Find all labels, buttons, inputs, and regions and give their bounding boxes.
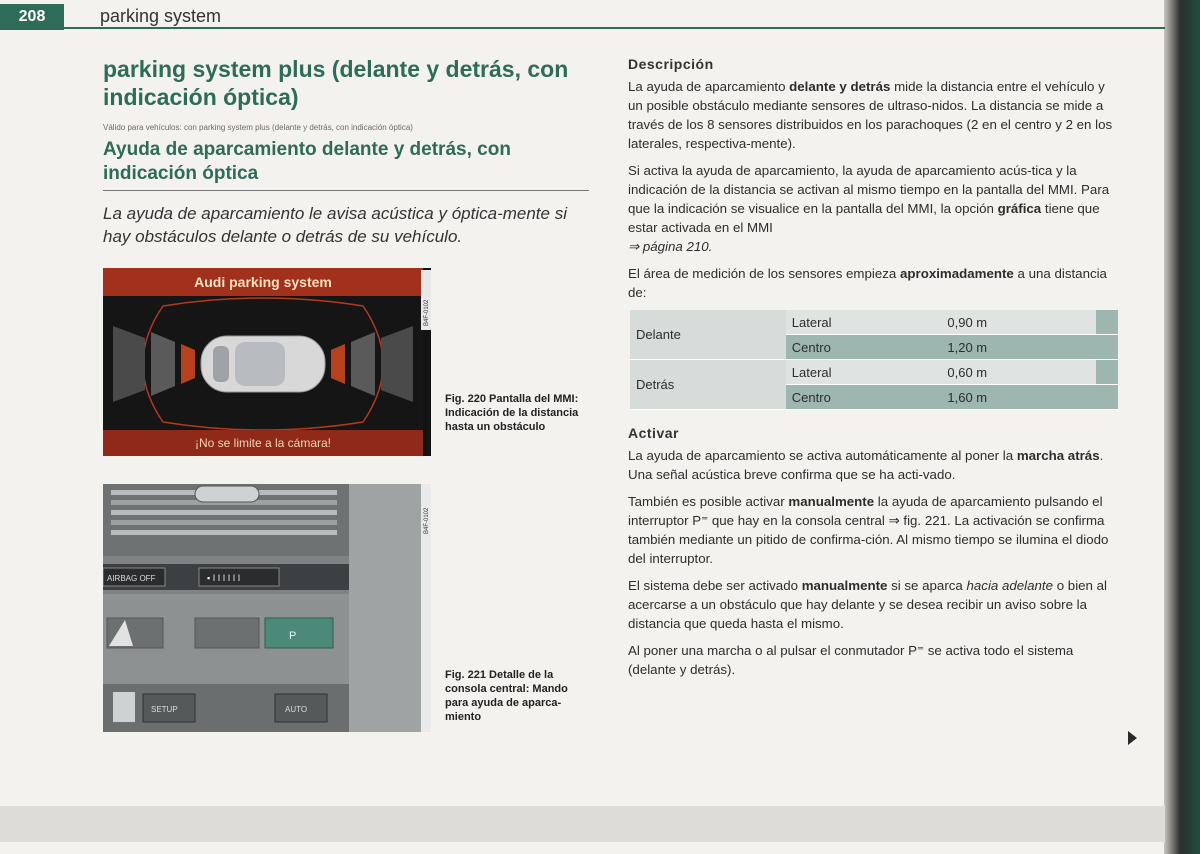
distance-cell: 0,60 m: [941, 360, 1096, 385]
validity-note: Válido para vehículos: con parking system plus (delante y detrás, con indicación óptica): [103, 123, 413, 132]
intro-text: La ayuda de aparcamiento le avisa acústica y óptica-mente si hay obstáculos delante o detrás de su vehículo.: [103, 204, 567, 246]
page-header: [0, 0, 1165, 30]
continue-arrow-icon: [1128, 731, 1137, 745]
page-reference-link[interactable]: ⇒ página 210.: [628, 239, 713, 254]
description-paragraph-3: El área de medición de los sensores empieza aproximadamente a una distancia de:: [628, 266, 1107, 300]
svg-text:AUTO: AUTO: [285, 705, 308, 714]
console-button-blank: [195, 618, 259, 648]
svg-text:SETUP: SETUP: [151, 705, 178, 714]
zone-cell: Detrás: [630, 360, 786, 410]
position-cell: Centro: [786, 385, 942, 410]
figure-ref-code: B4F-0102: [424, 507, 430, 534]
right-column: [628, 55, 1120, 687]
activate-paragraph-2: También es posible activar manualmente la ayuda de aparcamiento pulsando el interruptor P⁼ que hay en la consola central ⇒ fig. 221. La activación se confirma también mediante un pitido de confirma-ción. Al mismo tiempo se ilumina el diodo del interruptor.: [628, 494, 1109, 566]
activate-paragraph-1: La ayuda de aparcamiento se activa automáticamente al poner la marcha atrás. Una señal acústica breve confirma que se ha acti-vado.: [628, 448, 1104, 482]
position-cell: Lateral: [786, 310, 942, 335]
parking-aid-icon: P: [289, 630, 297, 642]
description-paragraph-2: Si activa la ayuda de aparcamiento, la ayuda de aparcamiento acús-tica y la indicación de la distancia se activan al mismo tiempo en la pantalla del MMI. Para que la indicación se visualice en la pantalla del MMI, la opción gráfica tiene que estar activada en el MMI ⇒ página 210.: [628, 163, 1110, 254]
figure-221-console: [103, 484, 431, 732]
front-sensor-segment-inner: [351, 332, 375, 396]
mmi-screen-title: Audi parking system: [103, 268, 423, 296]
header-rule: [64, 27, 1165, 29]
activate-paragraph-4: Al poner una marcha o al pulsar el conmutador P⁼ se activa todo el sistema (delante y detrás).: [628, 643, 1074, 677]
parking-distance-graphic: [103, 296, 423, 432]
sensor-range-table: [630, 310, 1118, 410]
rear-sensor-segment-left: [113, 326, 145, 402]
position-cell: Lateral: [786, 360, 942, 385]
subsection-title: Ayuda de aparcamiento delante y detrás, con indicación óptica: [103, 138, 589, 191]
distance-cell: 0,90 m: [941, 310, 1096, 335]
distance-cell: 1,60 m: [941, 385, 1096, 410]
car-rear-window: [213, 346, 229, 382]
description-paragraph-1: La ayuda de aparcamiento delante y detrás mide la distancia entre el vehículo y un posible obstáculo mediante sensores de ultraso-nidos. La distancia se mide a través de los 8 sensores distribuidos en los parachoques (2 en el centro y 2 en los laterales, respectiva-mente).: [628, 79, 1113, 151]
airbag-indicator: ▪ I I I I I I: [207, 573, 241, 583]
description-heading: Descripción: [628, 56, 714, 72]
left-column: [103, 55, 589, 248]
bottom-band: [0, 806, 1165, 842]
activate-paragraph-3: El sistema debe ser activado manualmente si se aparca hacia adelante o bien al acercarse a un obstáculo que hay delante y se desea recibir un aviso sobre la distancia que queda hasta el mismo.: [628, 578, 1107, 631]
front-sensor-segment-right: [381, 326, 413, 402]
rear-sensor-segment-inner: [151, 332, 175, 396]
figure-221-caption: Fig. 221 Detalle de la consola central: Mando para ayuda de aparca-miento: [445, 669, 568, 723]
activate-heading: Activar: [628, 425, 679, 441]
position-cell: Centro: [786, 335, 942, 360]
running-head: parking system: [100, 6, 222, 26]
svg-text:B4F-0102: B4F-0102: [424, 299, 430, 326]
table-row: [630, 310, 1118, 335]
page-number: 208: [0, 4, 64, 30]
figure-ref-code: [421, 270, 431, 330]
section-title: parking system plus (delante y detrás, con indicación óptica): [103, 56, 569, 110]
distance-cell: 1,20 m: [941, 335, 1096, 360]
zone-cell: Delante: [630, 310, 786, 360]
vent-adjuster: [195, 486, 259, 502]
car-roof: [235, 342, 285, 386]
center-console-photo: [103, 484, 431, 732]
front-sensor-active: [331, 344, 345, 384]
figure-220-caption: Fig. 220 Pantalla del MMI: Indicación de la distancia hasta un obstáculo: [445, 393, 579, 433]
parking-aid-button: [265, 618, 333, 648]
table-row: [630, 360, 1118, 385]
page-edge-strip: [1164, 0, 1200, 854]
airbag-off-label: AIRBAG OFF: [107, 574, 156, 583]
rear-sensor-active: [181, 344, 195, 384]
mmi-warning-text: ¡No se limite a la cámara!: [103, 430, 423, 456]
figure-220-mmi-screen: [103, 268, 431, 456]
